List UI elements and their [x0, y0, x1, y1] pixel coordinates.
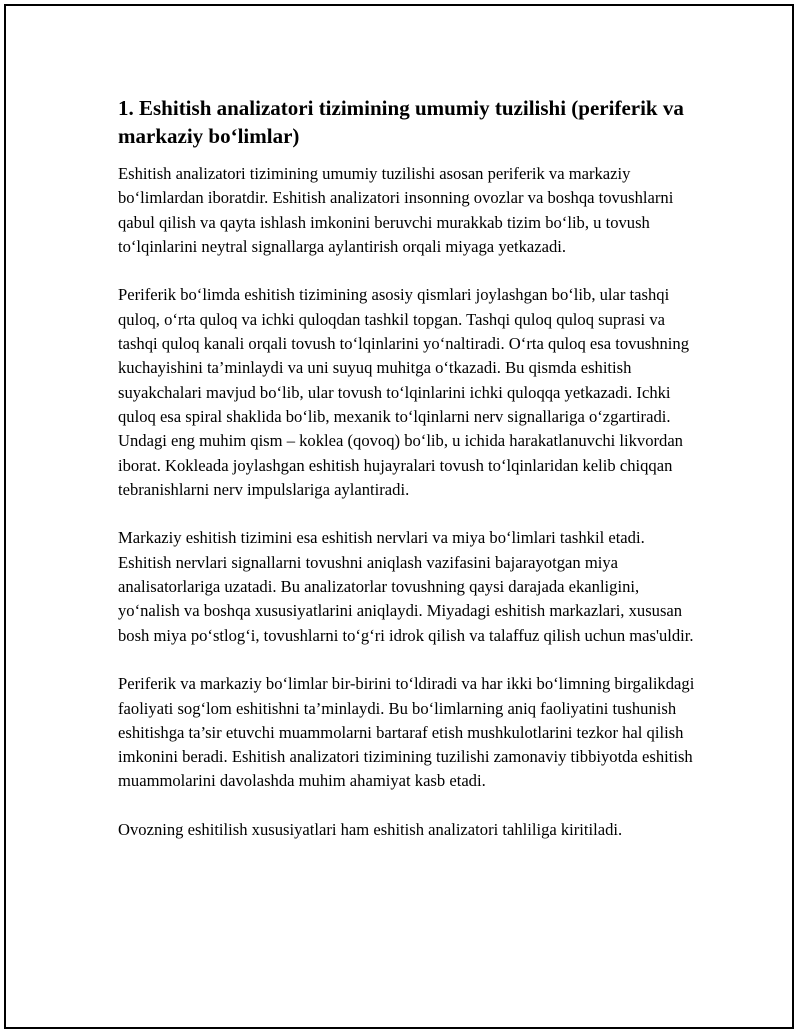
- paragraph-closing: Ovozning eshitilish xususiyatlari ham eshitish analizatori tahliliga kiritiladi.: [118, 820, 623, 840]
- paragraph-intro: Eshitish analizatori tizimining umumiy tuzilishi asosan periferik va markaziy bo‘limlardan iboratdir. Eshitish analizatori insonning ovozlar va boshqa tovushlarni qabul qilish va qayta ishlash imkonini beruvchi murakkab tizim bo‘lib, u tovush to‘lqinlarini neytral signallarga aylantirish orqali miyaga yetkazadi.: [118, 164, 674, 256]
- paragraph-summary: Periferik va markaziy bo‘limlar bir-birini to‘ldiradi va har ikki bo‘limning birgalikdagi faoliyati sog‘lom eshitishni ta’minlaydi. Bu bo‘limlarning aniq faoliyatini tushunish eshitishga ta’sir etuvchi muammolarni bartaraf etish mushkulotlarini tezkor hal qilish imkonini beradi. Eshitish analizatori tizimining tuzilishi zamonaviy tibbiyotda eshitish muammolarini davolashda muhim ahamiyat kasb etadi.: [118, 674, 695, 791]
- section-heading: 1. Eshitish analizatori tizimining umumiy tuzilishi (periferik va markaziy bo‘limlar): [118, 96, 684, 148]
- paragraph-central: Markaziy eshitish tizimini esa eshitish nervlari va miya bo‘limlari tashkil etadi. Eshitish nervlari signallarni tovushni aniqlash vazifasini bajarayotgan miya analisatorlariga uzatadi. Bu analizatorlar tovushning qaysi darajada ekanligini, yo‘nalish va boshqa xususiyatlarini aniqlaydi. Miyadagi eshitish markazlari, xususan bosh miya po‘stlog‘i, tovushlarni to‘g‘ri idrok qilish va talaffuz qilish uchun mas'uldir.: [118, 528, 694, 645]
- paragraph-peripheral: Periferik bo‘limda eshitish tizimining asosiy qismlari joylashgan bo‘lib, ular tashqi quloq, o‘rta quloq va ichki quloqdan tashkil topgan. Tashqi quloq quloq suprasi va tashqi quloq kanali orqali tovush to‘lqinlarini yo‘naltiradi. O‘rta quloq esa tovushning kuchayishini ta’minlaydi va uni suyuq muhitga o‘tkazadi. Bu qismda eshitish suyakchalari mavjud bo‘lib, ular tovush to‘lqinlarini ichki quloqqa yetkazadi. Ichki quloq esa spiral shaklida bo‘lib, mexanik to‘lqinlarni nerv signallariga o‘zgartiradi. Undagi eng muhim qism – koklea (qovoq) bo‘lib, u ichida harakatlanuvchi likvordan iborat. Kokleada joylashgan eshitish hujayralari tovush to‘lqinlaridan kelib chiqqan tebranishlarni nerv impulslariga aylantiradi.: [118, 285, 690, 499]
- document-body: [118, 94, 702, 842]
